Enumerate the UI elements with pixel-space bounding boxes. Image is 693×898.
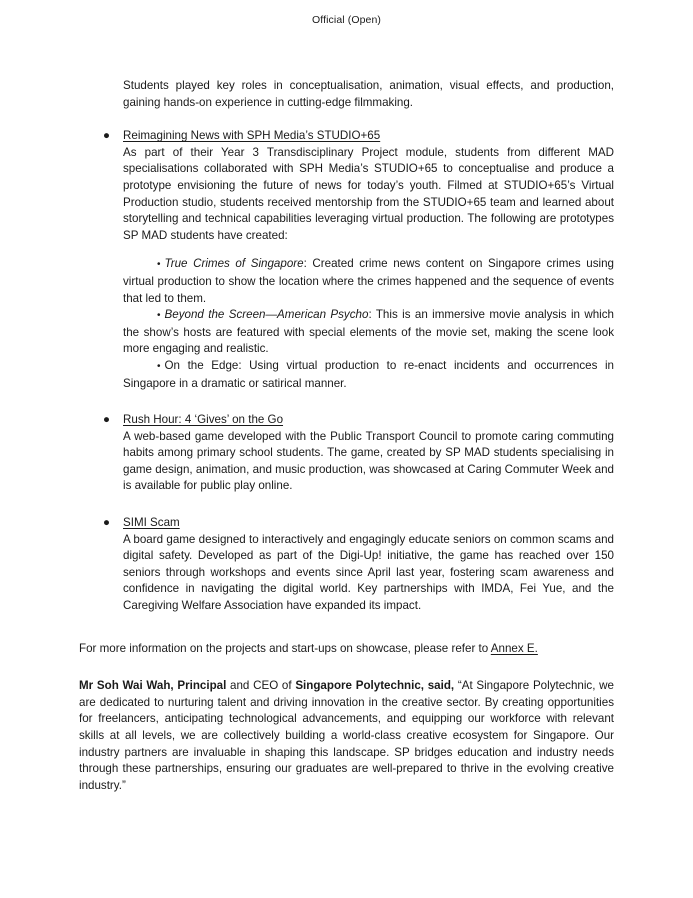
document-body bbox=[79, 78, 614, 794]
list-item bbox=[123, 307, 614, 358]
bullet-dot-icon: ● bbox=[103, 413, 111, 427]
annex-lead-text: For more information on the projects and start-ups on showcase, please refer to bbox=[79, 641, 491, 655]
project-description: A board game designed to interactively and engagingly educate seniors on common scams and digital safety. Developed as part of the Digi-Up! initiative, the game has reached over 150 seniors through workshops and events since April last year, fostering scam awareness and confidence in navigating the digital world. Key partnerships with IMDA, Fei Yue, and the Caregiving Welfare Association have expanded its impact. bbox=[123, 532, 614, 613]
list-item bbox=[123, 256, 614, 307]
classification-header: Official (Open) bbox=[312, 14, 381, 26]
project-heading[interactable]: Rush Hour: 4 ‘Gives’ on the Go bbox=[123, 413, 284, 427]
sub-bullet-dot-icon: • bbox=[157, 259, 161, 271]
list-item bbox=[123, 358, 614, 392]
prototype-text: : Using virtual production to re-enact incidents and occurrences in Singapore in a dramatic or satirical manner. bbox=[123, 358, 614, 390]
project-description: As part of their Year 3 Transdisciplinary Project module, students from different MAD specialisations collaborated with SPH Media’s STUDIO+65 to conceptualise and produce a prototype envisioning the future of news for today’s youth. Filmed at STUDIO+65’s Virtual Production studio, students received mentorship from the STUDIO+65 team and learned about storytelling and technical capabilities leveraging virtual production. The following are prototypes SP MAD students have created: bbox=[123, 145, 614, 242]
prototype-title: Beyond the Screen—American Psycho bbox=[164, 308, 369, 322]
quote-attribution-bold-lead: Mr Soh Wai Wah, Principal bbox=[79, 679, 227, 693]
quote-body-text: “At Singapore Polytechnic, we are dedicated to nurturing talent and driving innovation in the creative sector. By creating opportunities for freelancers, anticipating technological advancements, and equipping our workforce with relevant skills at all levels, we are collectively building a world-class creative ecosystem for Singapore. Our industry partners are invaluable in shaping this landscape. SP bridges education and industry needs through these partnerships, ensuring our graduates are well-prepared to thrive in the evolving creative industry.” bbox=[79, 679, 614, 792]
list-item bbox=[103, 412, 614, 495]
sub-bullet-dot-icon: • bbox=[157, 360, 161, 372]
list-item bbox=[103, 515, 614, 615]
annex-e-link[interactable]: Annex E. bbox=[490, 641, 538, 655]
project-bullet-list bbox=[79, 128, 614, 614]
list-item bbox=[103, 128, 615, 392]
prototype-title: On the Edge bbox=[164, 358, 239, 372]
project-description: A web-based game developed with the Public Transport Council to promote caring commuting habits among primary school students. The game, created by SP MAD students specialising in game design, animation, and music production, was showcased at Caring Commuter Week and is available for public play online. bbox=[123, 429, 614, 493]
prototype-text: : Created crime news content on Singapore crimes using virtual production to show the location where the crimes happened and the sequence of events that led to them. bbox=[123, 257, 614, 305]
prototype-sub-list bbox=[123, 256, 614, 392]
quote-attribution-mid: and CEO of bbox=[226, 679, 296, 693]
prototype-text: : This is an immersive movie analysis in which the show’s hosts are featured with special elements of the movie set, making the scene look more engaging and realistic. bbox=[123, 308, 615, 356]
project-heading[interactable]: SIMI Scam bbox=[123, 516, 180, 530]
bullet-dot-icon: ● bbox=[103, 516, 111, 530]
principal-quote-paragraph bbox=[79, 678, 614, 794]
sub-bullet-dot-icon: • bbox=[157, 310, 161, 322]
bullet-dot-icon: ● bbox=[103, 129, 111, 143]
quote-attribution-bold-tail: Singapore Polytechnic, said, bbox=[295, 679, 455, 693]
intro-paragraph: Students played key roles in conceptualisation, animation, visual effects, and production, gaining hands-on experience in cutting-edge filmmaking. bbox=[123, 79, 614, 109]
prototype-title: True Crimes of Singapore bbox=[164, 257, 304, 271]
annex-reference-paragraph bbox=[79, 641, 614, 658]
project-heading[interactable]: Reimagining News with SPH Media’s STUDIO+65 bbox=[123, 129, 381, 143]
